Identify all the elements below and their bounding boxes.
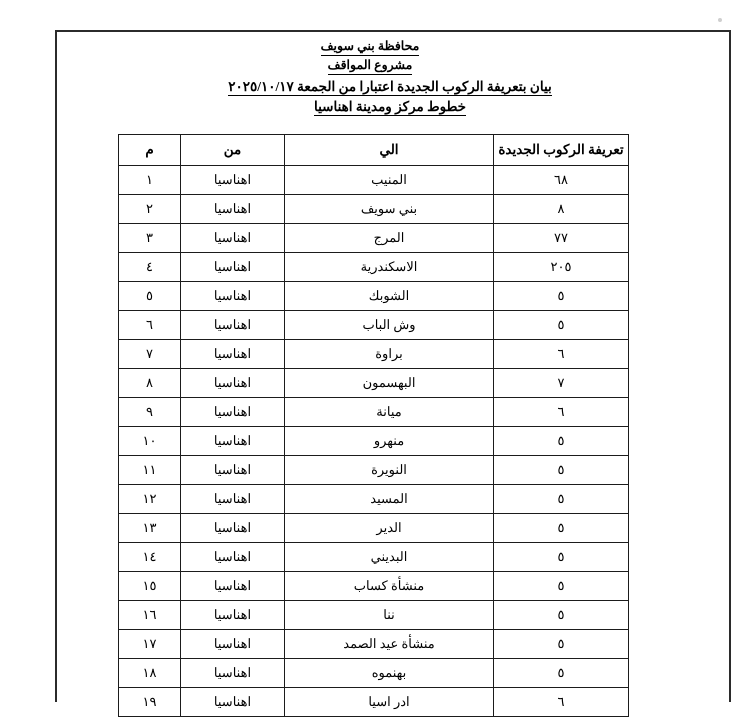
table-row	[119, 311, 629, 340]
table-header-row	[119, 135, 629, 166]
cell-to: البديني	[285, 543, 494, 572]
cell-num: ١٩	[119, 688, 181, 717]
cell-fare: ٥	[494, 572, 629, 601]
cell-from: اهناسيا	[181, 369, 285, 398]
cell-from: اهناسيا	[181, 282, 285, 311]
cell-to: منهرو	[285, 427, 494, 456]
cell-num: ١٠	[119, 427, 181, 456]
cell-to: المنيب	[285, 166, 494, 195]
cell-fare: ٥	[494, 456, 629, 485]
cell-num: ١٨	[119, 659, 181, 688]
cell-to: وش الباب	[285, 311, 494, 340]
table-row	[119, 398, 629, 427]
cell-fare: ٢٠٥	[494, 253, 629, 282]
cell-to: ميانة	[285, 398, 494, 427]
cell-to: الدير	[285, 514, 494, 543]
table-row	[119, 427, 629, 456]
table-row	[119, 572, 629, 601]
scope-text: خطوط مركز ومدينة اهناسيا	[313, 99, 467, 114]
cell-num: ٣	[119, 224, 181, 253]
cell-num: ٥	[119, 282, 181, 311]
table-row	[119, 369, 629, 398]
cell-from: اهناسيا	[181, 456, 285, 485]
table-row	[119, 166, 629, 195]
cell-fare: ٥	[494, 601, 629, 630]
table-row	[119, 282, 629, 311]
cell-fare: ٦	[494, 340, 629, 369]
cell-from: اهناسيا	[181, 659, 285, 688]
cell-fare: ٥	[494, 543, 629, 572]
cell-fare: ٥	[494, 485, 629, 514]
cell-fare: ٧٧	[494, 224, 629, 253]
cell-num: ١	[119, 166, 181, 195]
column-header-fare: تعريفة الركوب الجديدة	[494, 135, 629, 166]
cell-num: ١١	[119, 456, 181, 485]
cell-num: ١٢	[119, 485, 181, 514]
cell-to: المرج	[285, 224, 494, 253]
project-title	[70, 57, 670, 75]
cell-fare: ٦	[494, 398, 629, 427]
cell-num: ٨	[119, 369, 181, 398]
cell-to: الشوبك	[285, 282, 494, 311]
cell-from: اهناسيا	[181, 195, 285, 224]
table-row	[119, 688, 629, 717]
cell-to: النويرة	[285, 456, 494, 485]
cell-to: منشأة كساب	[285, 572, 494, 601]
table-row	[119, 485, 629, 514]
cell-from: اهناسيا	[181, 398, 285, 427]
table-row	[119, 514, 629, 543]
cell-to: براوة	[285, 340, 494, 369]
fares-table-body	[119, 166, 629, 717]
table-row	[119, 195, 629, 224]
cell-to: منشأة عيد الصمد	[285, 630, 494, 659]
statement-text: بيان بتعريفة الركوب الجديدة اعتبارا من الجمعة ٢٠٢٥/١٠/١٧	[228, 79, 552, 94]
cell-num: ٢	[119, 195, 181, 224]
table-row	[119, 601, 629, 630]
document-header	[70, 38, 710, 116]
cell-from: اهناسيا	[181, 630, 285, 659]
cell-from: اهناسيا	[181, 340, 285, 369]
cell-fare: ٥	[494, 659, 629, 688]
cell-num: ٦	[119, 311, 181, 340]
cell-num: ١٣	[119, 514, 181, 543]
governorate-text: محافظة بني سويف	[321, 38, 420, 56]
cell-from: اهناسيا	[181, 427, 285, 456]
table-row	[119, 543, 629, 572]
cell-num: ٧	[119, 340, 181, 369]
table-row	[119, 253, 629, 282]
project-text: مشروع المواقف	[328, 57, 413, 75]
table-row	[119, 456, 629, 485]
cell-num: ١٧	[119, 630, 181, 659]
cell-from: اهناسيا	[181, 543, 285, 572]
cell-num: ١٤	[119, 543, 181, 572]
table-row	[119, 659, 629, 688]
cell-to: الاسكندرية	[285, 253, 494, 282]
cell-to: المسيد	[285, 485, 494, 514]
column-header-num: م	[119, 135, 181, 166]
statement-title	[70, 78, 710, 96]
table-row	[119, 340, 629, 369]
column-header-from: من	[181, 135, 285, 166]
cell-fare: ٥	[494, 427, 629, 456]
cell-num: ١٥	[119, 572, 181, 601]
cell-fare: ٥	[494, 630, 629, 659]
cell-fare: ٦	[494, 688, 629, 717]
cell-fare: ٦٨	[494, 166, 629, 195]
cell-fare: ٨	[494, 195, 629, 224]
scope-title	[70, 98, 710, 116]
cell-from: اهناسيا	[181, 514, 285, 543]
cell-fare: ٥	[494, 514, 629, 543]
cell-fare: ٥	[494, 282, 629, 311]
table-row	[119, 224, 629, 253]
cell-to: بني سويف	[285, 195, 494, 224]
cell-fare: ٥	[494, 311, 629, 340]
cell-from: اهناسيا	[181, 224, 285, 253]
governorate-title	[70, 38, 670, 56]
cell-from: اهناسيا	[181, 166, 285, 195]
cell-to: ننا	[285, 601, 494, 630]
cell-num: ٤	[119, 253, 181, 282]
cell-to: ادر اسيا	[285, 688, 494, 717]
cell-from: اهناسيا	[181, 485, 285, 514]
fares-table	[118, 134, 629, 717]
cell-fare: ٧	[494, 369, 629, 398]
cell-from: اهناسيا	[181, 311, 285, 340]
cell-num: ٩	[119, 398, 181, 427]
cell-to: بهنموه	[285, 659, 494, 688]
cell-from: اهناسيا	[181, 572, 285, 601]
cell-from: اهناسيا	[181, 601, 285, 630]
cell-from: اهناسيا	[181, 688, 285, 717]
cell-to: البهسمون	[285, 369, 494, 398]
scan-artifact-dot	[718, 18, 722, 22]
cell-num: ١٦	[119, 601, 181, 630]
cell-from: اهناسيا	[181, 253, 285, 282]
column-header-to: الي	[285, 135, 494, 166]
table-row	[119, 630, 629, 659]
